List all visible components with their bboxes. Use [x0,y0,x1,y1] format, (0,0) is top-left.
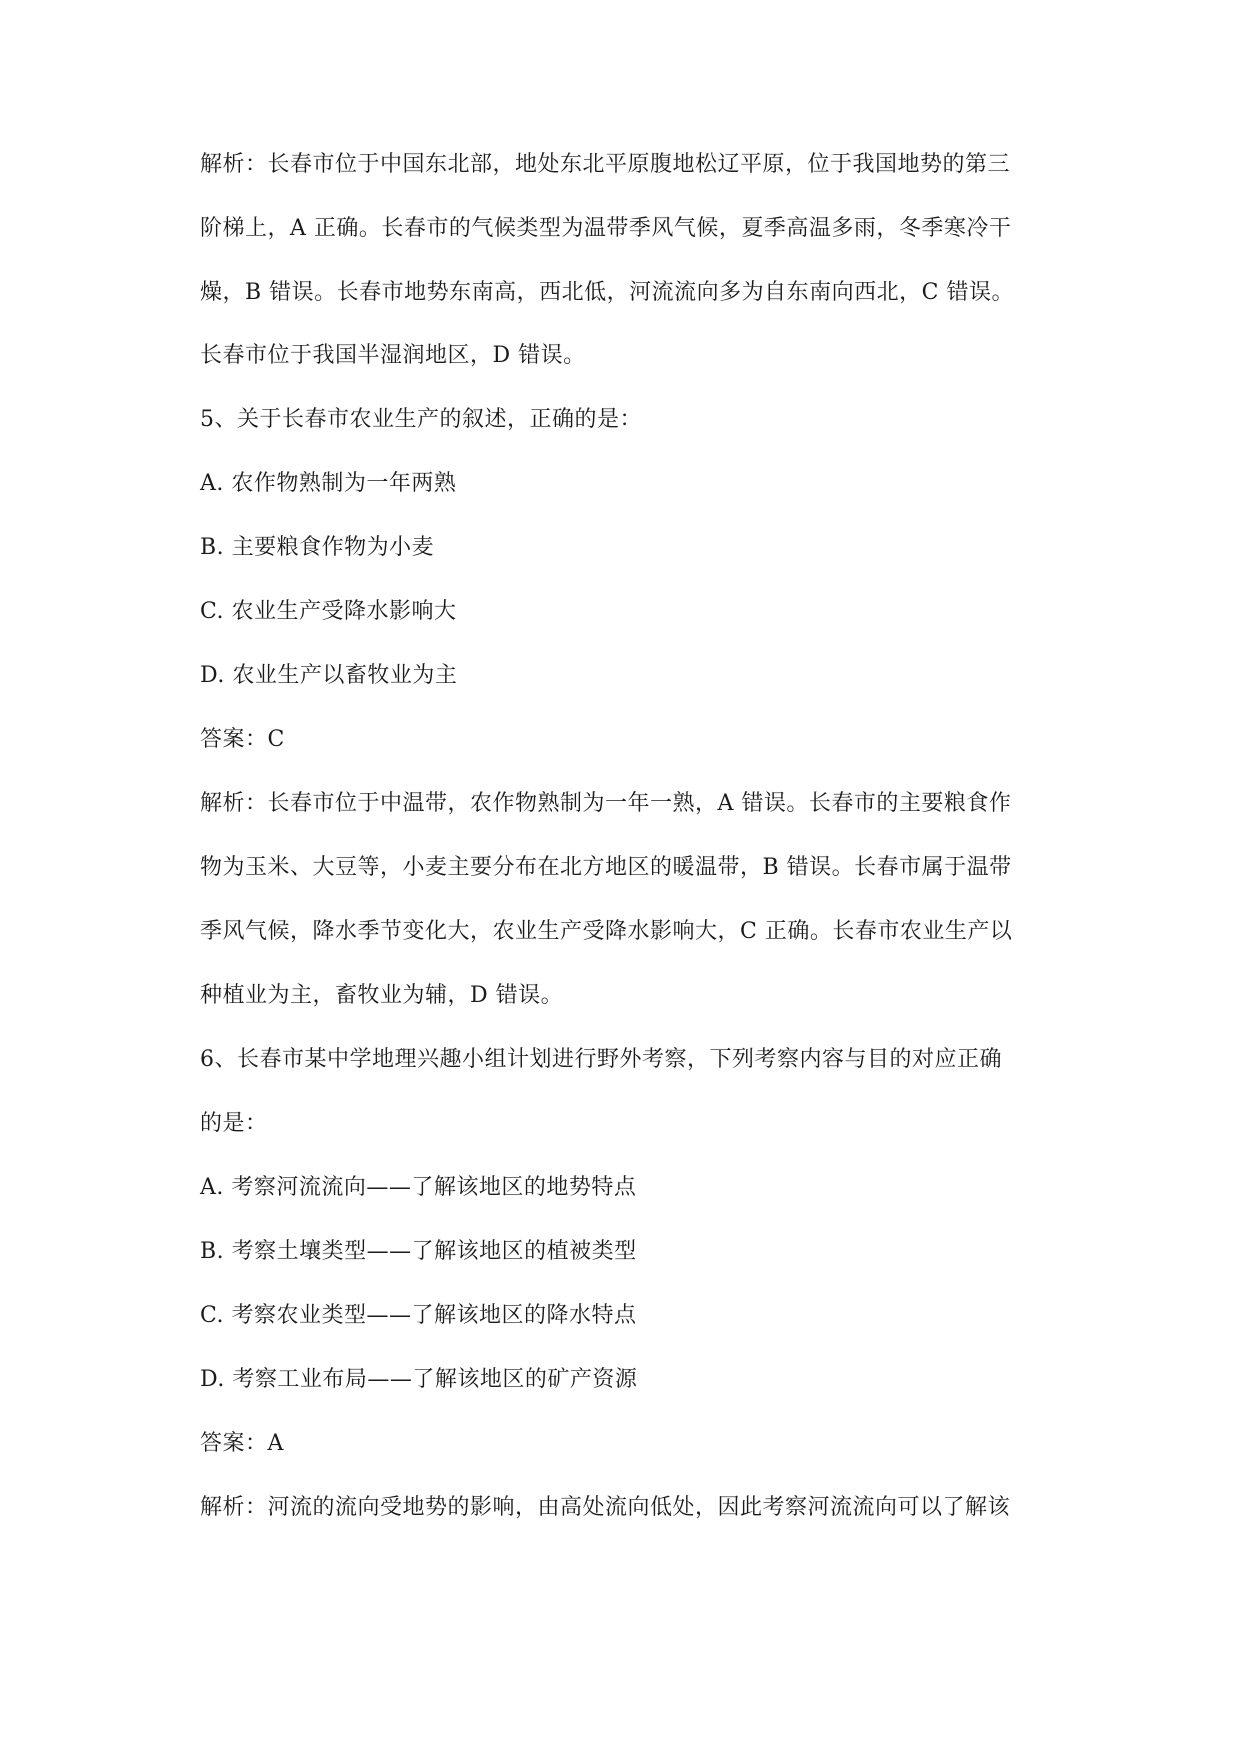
question-5-option-a: A. 农作物熟制为一年两熟 [200,471,457,496]
question-6-option-a: A. 考察河流流向——了解该地区的地势特点 [200,1175,637,1200]
question-5-option-c: C. 农业生产受降水影响大 [200,599,457,624]
analysis-q4-line-2: 阶梯上，A 正确。长春市的气候类型为温带季风气候，夏季高温多雨，冬季寒冷干 [200,216,1012,241]
question-6-answer: 答案：A [200,1431,284,1456]
question-6-stem-line-2: 的是： [200,1111,268,1136]
question-5-stem: 5、关于长春市农业生产的叙述，正确的是： [200,407,642,432]
analysis-q6-line-1: 解析：河流的流向受地势的影响，由高处流向低处，因此考察河流流向可以了解该 [200,1495,1011,1520]
question-5-option-b: B. 主要粮食作物为小麦 [200,535,435,560]
question-6-option-b: B. 考察土壤类型——了解该地区的植被类型 [200,1239,637,1264]
analysis-q5-line-2: 物为玉米、大豆等，小麦主要分布在北方地区的暖温带，B 错误。长春市属于温带 [200,855,1012,880]
question-5-answer: 答案：C [200,727,285,752]
analysis-q4-line-1: 解析：长春市位于中国东北部，地处东北平原腹地松辽平原，位于我国地势的第三 [200,152,1011,177]
analysis-q4-line-3: 燥，B 错误。长春市地势东南高，西北低，河流流向多为自东南向西北，C 错误。 [200,280,1014,305]
analysis-q5-line-4: 种植业为主，畜牧业为辅，D 错误。 [200,983,564,1008]
question-6-option-c: C. 考察农业类型——了解该地区的降水特点 [200,1303,637,1328]
question-6-stem-line-1: 6、长春市某中学地理兴趣小组计划进行野外考察，下列考察内容与目的对应正确 [200,1047,1002,1072]
analysis-q5-line-3: 季风气候，降水季节变化大，农业生产受降水影响大，C 正确。长春市农业生产以 [200,919,1013,944]
question-6-option-d: D. 考察工业布局——了解该地区的矿产资源 [200,1367,638,1392]
analysis-q5-line-1: 解析：长春市位于中温带，农作物熟制为一年一熟，A 错误。长春市的主要粮食作 [200,791,1012,816]
analysis-q4-line-4: 长春市位于我国半湿润地区，D 错误。 [200,343,586,368]
question-5-option-d: D. 农业生产以畜牧业为主 [200,663,458,688]
